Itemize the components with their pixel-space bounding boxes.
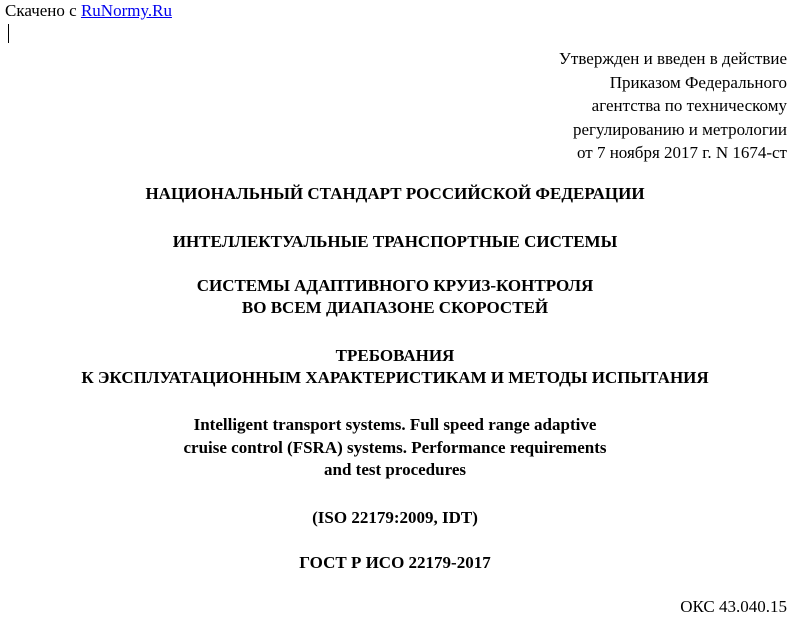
iso-reference-text: (ISO 22179:2009, IDT) [312, 508, 478, 527]
national-standard-text: НАЦИОНАЛЬНЫЙ СТАНДАРТ РОССИЙСКОЙ ФЕДЕРАЦИИ [145, 184, 645, 203]
requirements-line: К ЭКСПЛУАТАЦИОННЫМ ХАРАКТЕРИСТИКАМ И МЕТОДЫ ИСПЫТАНИЯ [81, 368, 709, 387]
approval-line: агентства по техническому [591, 96, 787, 115]
gost-designation [0, 552, 790, 574]
subject-line: ВО ВСЕМ ДИАПАЗОНЕ СКОРОСТЕЙ [241, 298, 549, 317]
subject-heading [0, 275, 790, 319]
english-title-line: Intelligent transport systems. Full speed range adaptive [193, 415, 597, 434]
iso-reference [0, 507, 790, 529]
source-line [5, 1, 172, 21]
english-title-line: and test procedures [324, 460, 466, 479]
requirements-heading [0, 345, 790, 389]
requirements-line: ТРЕБОВАНИЯ [335, 346, 455, 365]
english-title [0, 414, 790, 482]
source-prefix: Скачено с [5, 1, 81, 20]
category-heading [0, 231, 790, 253]
source-link[interactable]: RuNormy.Ru [80, 1, 172, 20]
gost-designation-text: ГОСТ Р ИСО 22179-2017 [299, 553, 491, 572]
category-text: ИНТЕЛЛЕКТУАЛЬНЫЕ ТРАНСПОРТНЫЕ СИСТЕМЫ [172, 232, 618, 251]
oks-code: ОКС 43.040.15 [680, 597, 787, 616]
approval-line: от 7 ноября 2017 г. N 1674-ст [577, 143, 787, 162]
approval-line: Приказом Федерального [609, 72, 787, 92]
subject-line: СИСТЕМЫ АДАПТИВНОГО КРУИЗ-КОНТРОЛЯ [196, 276, 594, 295]
national-standard-heading [0, 183, 790, 205]
english-title-line: cruise control (FSRA) systems. Performance requirements [183, 437, 607, 457]
approval-line: регулированию и метрологии [572, 119, 787, 139]
approval-line: Утвержден и введен в действие [558, 49, 787, 68]
text-cursor [8, 24, 9, 43]
approval-block [559, 47, 787, 165]
